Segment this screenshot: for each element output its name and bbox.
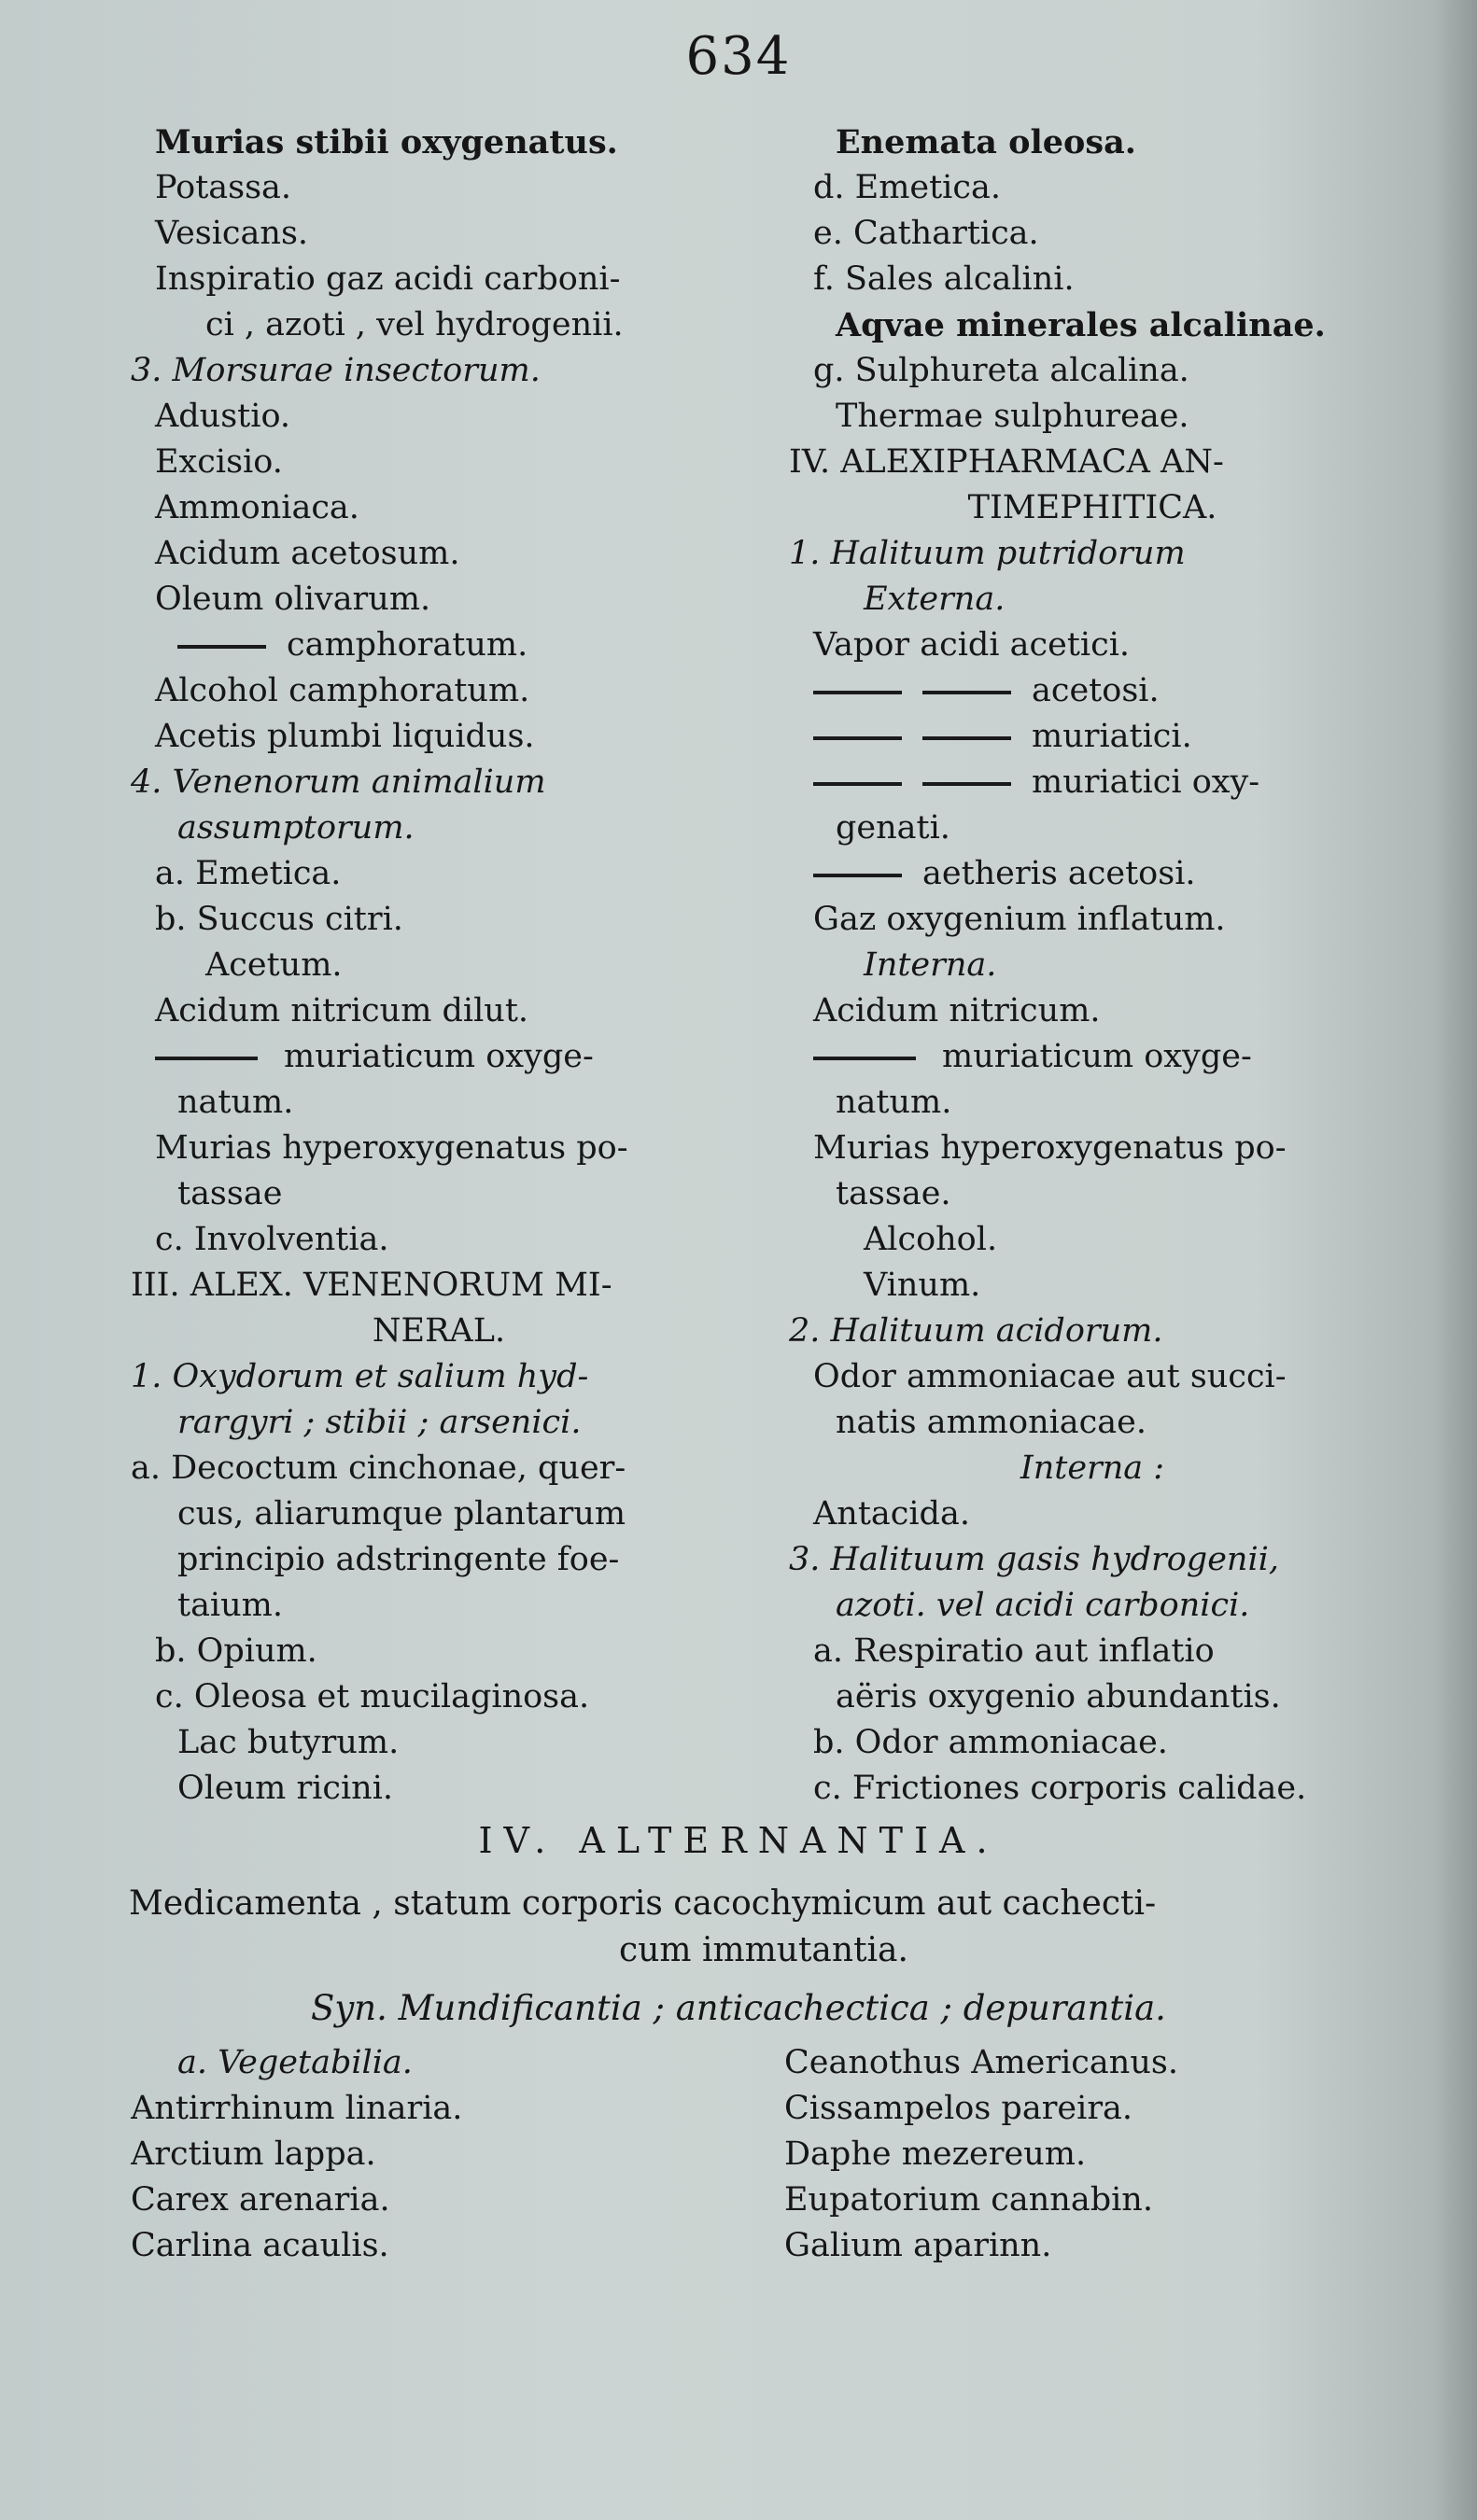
text-line: natum. — [836, 1084, 952, 1121]
text-line: taium. — [177, 1587, 283, 1624]
text-line: Ammoniaca. — [155, 489, 359, 526]
text-line: natum. — [177, 1084, 294, 1121]
text-line: Acidum acetosum. — [155, 535, 460, 572]
text-line: Murias hyperoxygenatus po- — [155, 1129, 628, 1167]
text-line: Carlina acaulis. — [131, 2227, 389, 2264]
heading-line: Interna : — [1020, 1449, 1165, 1487]
text-line: Carex arenaria. — [131, 2181, 390, 2219]
text-line: Alcohol camphoratum. — [155, 672, 530, 709]
heading-line: 3. Halituum gasis hydrogenii, — [789, 1541, 1279, 1578]
text-line: tassae — [177, 1175, 283, 1212]
text-line-content: Inspiratio gaz acidi carboni- — [155, 260, 621, 298]
text-line: Cissampelos pareira. — [784, 2090, 1133, 2127]
text-line: Daphe mezereum. — [784, 2135, 1087, 2173]
ditto-dash — [922, 782, 1011, 786]
text-line: Excisio. — [155, 443, 283, 481]
text-line: Ceanothus Americanus. — [784, 2044, 1178, 2081]
text-line: Acidum nitricum. — [813, 992, 1101, 1029]
text-line: Arctium lappa. — [131, 2135, 376, 2173]
heading-line: 1. Halituum putridorum — [789, 535, 1186, 572]
text-line: Acetum. — [205, 946, 343, 984]
text-line: g. Sulphureta alcalina. — [813, 352, 1189, 389]
text-line: Odor ammoniacae aut succi- — [813, 1358, 1287, 1395]
heading-line: rargyri ; stibii ; arsenici. — [177, 1404, 582, 1441]
section-title: IV. ALTERNANTIA. — [478, 1820, 999, 1861]
text-line: Gaz oxygenium inflatum. — [813, 901, 1226, 938]
ditto-dash — [813, 782, 902, 786]
text-line-content: muriaticum oxyge- — [284, 1038, 594, 1075]
ditto-dash — [922, 691, 1011, 694]
text-line: c. Involventia. — [155, 1221, 389, 1258]
text-line: a. Emetica. — [155, 855, 342, 892]
section-description-line: cum immutantia. — [619, 1931, 908, 1969]
text-line — [789, 714, 1396, 760]
text-line: ci , azoti , vel hydrogenii. — [205, 306, 624, 343]
text-line: cus, aliarumque plantarum — [177, 1495, 626, 1533]
text-line: Adustio. — [155, 398, 291, 435]
text-line — [131, 257, 747, 302]
text-line: Murias hyperoxygenatus po- — [813, 1129, 1287, 1167]
text-line: Acidum nitricum dilut. — [155, 992, 529, 1029]
bottom-left-column — [131, 2040, 784, 2269]
heading-line: a. Vegetabilia. — [177, 2044, 413, 2081]
text-line: c. Oleosa et mucilaginosa. — [155, 1678, 590, 1715]
section-description-line: Medicamenta , statum corporis cacochymicum aut cachecti- — [129, 1884, 1157, 1923]
text-line: Lac butyrum. — [177, 1724, 400, 1761]
text-line: Antirrhinum linaria. — [131, 2090, 463, 2127]
heading-line: azoti. vel acidi carbonici. — [836, 1587, 1250, 1624]
text-line — [789, 1034, 1396, 1080]
text-line: e. Cathartica. — [813, 215, 1039, 252]
heading-line: NERAL. — [372, 1312, 506, 1350]
text-line: Oleum ricini. — [177, 1770, 394, 1807]
text-line: a. Decoctum cinchonae, quer- — [131, 1449, 626, 1487]
right-column — [789, 119, 1396, 1812]
text-line — [789, 760, 1396, 805]
text-line: Aqvae minerales alcalinae. — [836, 306, 1326, 344]
text-line: genati. — [836, 809, 950, 847]
text-line: Oleum olivarum. — [155, 581, 431, 618]
ditto-dash — [177, 645, 266, 649]
text-line: Thermae sulphureae. — [836, 398, 1189, 435]
heading-line: 3. Morsurae insectorum. — [131, 352, 541, 389]
heading-line: 1. Oxydorum et salium hyd- — [131, 1358, 589, 1395]
text-line: c. Frictiones corporis calidae. — [813, 1770, 1307, 1807]
text-line-content: acetosi. — [1032, 672, 1160, 709]
text-line: b. Odor ammoniacae. — [813, 1724, 1168, 1761]
text-line — [131, 623, 747, 668]
heading-line: IV. ALEXIPHARMACA AN- — [789, 443, 1224, 481]
text-line-content: aetheris acetosi. — [922, 855, 1196, 892]
left-column — [131, 119, 747, 1812]
text-line — [789, 851, 1396, 897]
ditto-dash — [922, 736, 1011, 740]
heading-line: Interna. — [864, 946, 997, 984]
ditto-dash — [813, 691, 902, 694]
text-line: Potassa. — [155, 169, 292, 206]
ditto-dash — [813, 1057, 916, 1060]
page-number: 634 — [685, 26, 792, 87]
text-line: natis ammoniacae. — [836, 1404, 1146, 1441]
text-line: Murias stibii oxygenatus. — [155, 123, 618, 161]
text-line — [131, 1034, 747, 1080]
text-line: Vesicans. — [155, 215, 309, 252]
text-line-content: muriatici oxy- — [1032, 763, 1260, 801]
heading-line: assumptorum. — [177, 809, 415, 847]
text-line-content: camphoratum. — [287, 626, 528, 664]
text-line: Acetis plumbi liquidus. — [155, 718, 535, 755]
text-line: Enemata oleosa. — [836, 123, 1136, 161]
text-line: Eupatorium cannabin. — [784, 2181, 1153, 2219]
heading-line: 2. Halituum acidorum. — [789, 1312, 1163, 1350]
ditto-dash — [813, 874, 902, 877]
ditto-dash — [813, 736, 902, 740]
heading-line: TIMEPHITICA. — [967, 489, 1217, 526]
text-line-content: muriaticum oxyge- — [942, 1038, 1252, 1075]
text-line: Alcohol. — [864, 1221, 998, 1258]
text-line: aëris oxygenio abundantis. — [836, 1678, 1281, 1715]
text-line — [789, 668, 1396, 714]
text-line: Vinum. — [864, 1267, 981, 1304]
ditto-dash — [155, 1057, 258, 1060]
text-line: Vapor acidi acetici. — [813, 626, 1131, 664]
heading-line: 4. Venenorum animalium — [131, 763, 546, 801]
text-line-content: muriatici. — [1032, 718, 1192, 755]
heading-line: Externa. — [864, 581, 1006, 618]
text-line: f. Sales alcalini. — [813, 260, 1075, 298]
text-line: a. Respiratio aut inflatio — [813, 1632, 1215, 1670]
text-line: b. Succus citri. — [155, 901, 403, 938]
synonyms-line: Syn. Mundificantia ; anticachectica ; depurantia. — [311, 1988, 1166, 2028]
text-line: Galium aparinn. — [784, 2227, 1052, 2264]
heading-line: III. ALEX. VENENORUM MI- — [131, 1267, 612, 1304]
text-line: principio adstringente foe- — [177, 1541, 620, 1578]
text-line: b. Opium. — [155, 1632, 317, 1670]
bottom-right-column — [784, 2040, 1438, 2269]
text-line: tassae. — [836, 1175, 951, 1212]
text-line: Antacida. — [813, 1495, 970, 1533]
text-line: d. Emetica. — [813, 169, 1001, 206]
